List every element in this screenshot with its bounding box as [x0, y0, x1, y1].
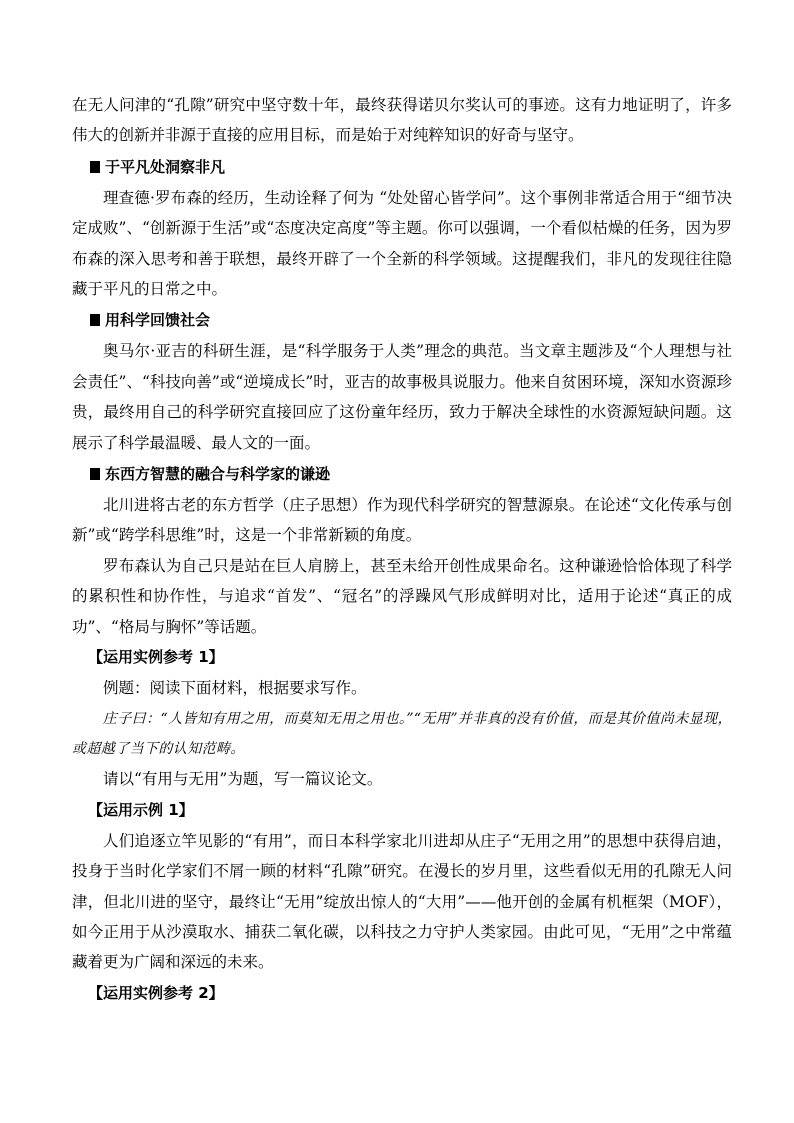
- square-bullet-icon: [90, 314, 100, 326]
- heading-text: 用科学回馈社会: [105, 311, 211, 330]
- example-label-1: 【运用示例 1】: [88, 800, 194, 819]
- paragraph-yaghi: 奥马尔·亚吉的科研生涯，是“科学服务于人类”理念的典范。当文章主题涉及“个人理想与社会责任”、“科技向善”或“逆境成长”时，亚吉的故事极具说服力。他来自贫困环境，深知水资源珍贵，最终用自己的科学研究直接回应了这份童年经历，致力于解决全球性的水资源短缺问题。这展示了科学最温暖、最人文的一面。: [72, 342, 732, 452]
- section-heading-east-west: [72, 459, 732, 489]
- paragraph-task: 请以“有用与无用”为题，写一篇议论文。: [103, 770, 383, 789]
- document-body: [72, 90, 732, 1009]
- square-bullet-icon: [90, 468, 100, 480]
- section-heading-ordinary: [72, 152, 732, 182]
- square-bullet-icon: [90, 161, 100, 173]
- reference-label-1: 【运用实例参考 1】: [88, 648, 224, 667]
- reference-label-2: 【运用实例参考 2】: [88, 983, 224, 1002]
- paragraph-continuation: 在无人问津的“孔隙”研究中坚守数十年，最终获得诺贝尔奖认可的事迹。这有力地证明了，许多伟大的创新并非源于直接的应用目标，而是始于对纯粹知识的好奇与坚守。: [72, 96, 732, 145]
- paragraph-robson: 理查德·罗布森的经历，生动诠释了何为 “处处留心皆学问”。这个事例非常适合用于“细节决定成败”、“创新源于生活”或“态度决定高度”等主题。你可以强调，一个看似枯燥的任务，因为罗布森的深入思考和善于联想，最终开辟了一个全新的科学领域。这提醒我们，非凡的发现往往隐藏于平凡的日常之中。: [72, 188, 732, 299]
- section-heading-society: [72, 305, 732, 335]
- paragraph-prompt: 例题：阅读下面材料，根据要求写作。: [103, 679, 367, 698]
- heading-text: 于平凡处洞察非凡: [105, 157, 226, 176]
- paragraph-kitagawa: 北川进将古老的东方哲学（庄子思想）作为现代科学研究的智慧源泉。在论述“文化传承与创新”或“跨学科思维”时，这是一个非常新颖的角度。: [72, 496, 732, 545]
- quote-zhuangzi: 庄子曰：“人皆知有用之用，而莫知无用之用也。”“无用”并非真的没有价值，而是其价值尚未显现，或超越了当下的认知范畴。: [72, 710, 732, 757]
- paragraph-example: 人们追逐立竿见影的“有用”，而日本科学家北川进却从庄子“无用之用”的思想中获得启迪，投身于当时化学家们不屑一顾的材料“孔隙”研究。在漫长的岁月里，这些看似无用的孔隙无人问津，但北川进的坚守，最终让“无用”绽放出惊人的“大用”——他开创的金属有机框架（MOF），如今正用于从沙漠取水、捕获二氧化碳，以科技之力守护人类家园。由此可见，“无用”之中常蕴藏着更为广阔和深远的未来。: [72, 831, 732, 972]
- paragraph-humility: 罗布森认为自己只是站在巨人肩膀上，甚至未给开创性成果命名。这种谦逊恰恰体现了科学的累积性和协作性，与追求“首发”、“冠名”的浮躁风气形成鲜明对比，适用于论述“真正的成功”、“格局与胸怀”等话题。: [72, 556, 732, 636]
- heading-text: 东西方智慧的融合与科学家的谦逊: [105, 465, 331, 484]
